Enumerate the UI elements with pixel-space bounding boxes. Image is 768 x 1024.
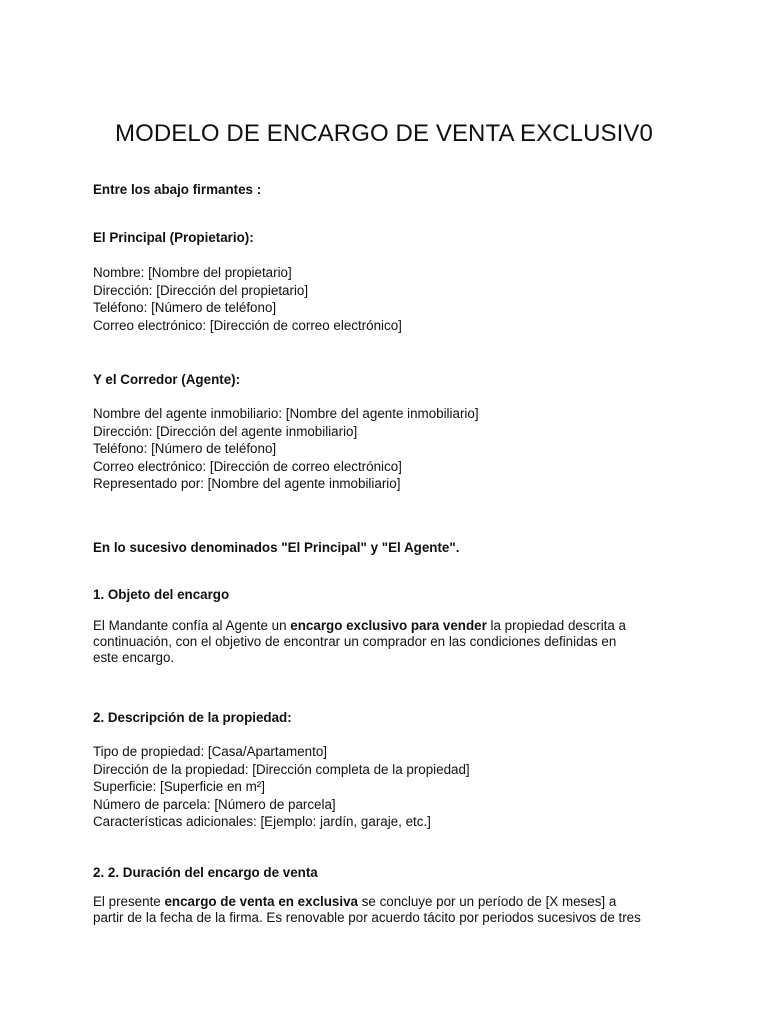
section3-line1-suffix: se concluye por un período de [X meses] a	[357, 894, 617, 909]
principal-heading: El Principal (Propietario):	[93, 230, 254, 245]
section1-line1-prefix: El Mandante confía al Agente un	[93, 618, 291, 633]
section3-line1	[93, 894, 641, 910]
section3-line1-prefix: El presente	[93, 894, 165, 909]
principal-name-line: Nombre: [Nombre del propietario]	[93, 265, 292, 280]
section1-line1-emphasis: encargo exclusivo para vender	[290, 618, 487, 633]
property-details	[93, 743, 683, 831]
section3-paragraph	[93, 894, 641, 926]
section3-line2: partir de la fecha de la firma. Es renovable por acuerdo tácito por periodos sucesivos de tres	[93, 910, 641, 925]
property-features-line: Características adicionales: [Ejemplo: jardín, garaje, etc.]	[93, 814, 431, 829]
section1-line3: este encargo.	[93, 650, 175, 665]
property-parcel-line: Número de parcela: [Número de parcela]	[93, 796, 336, 812]
principal-phone-line: Teléfono: [Número de teléfono]	[93, 300, 277, 315]
agent-email-line: Correo electrónico: [Dirección de correo electrónico]	[93, 458, 402, 474]
intro-text: Entre los abajo firmantes :	[93, 182, 262, 197]
property-type-line: Tipo de propiedad: [Casa/Apartamento]	[93, 744, 327, 759]
agent-heading: Y el Corredor (Agente):	[93, 372, 241, 387]
agent-address-line: Dirección: [Dirección del agente inmobiliario]	[93, 423, 358, 439]
section1-line1	[93, 618, 626, 634]
principal-address-line: Dirección: [Dirección del propietario]	[93, 282, 309, 298]
agent-name-line: Nombre del agente inmobiliario: [Nombre del agente inmobiliario]	[93, 406, 479, 421]
agent-representative-line: Representado por: [Nombre del agente inmobiliario]	[93, 476, 401, 491]
section3-heading: 2. 2. Duración del encargo de venta	[93, 865, 318, 880]
section3-line1-emphasis: encargo de venta en exclusiva	[164, 894, 358, 909]
section2-heading: 2. Descripción de la propiedad:	[93, 710, 292, 725]
section1-paragraph	[93, 618, 626, 666]
property-surface-line: Superficie: [Superficie en m²]	[93, 779, 265, 794]
agent-phone-line: Teléfono: [Número de teléfono]	[93, 441, 277, 456]
section1-heading: 1. Objeto del encargo	[93, 587, 230, 602]
agent-details	[93, 405, 683, 493]
property-address-line: Dirección de la propiedad: [Dirección completa de la propiedad]	[93, 761, 470, 777]
section1-line2: continuación, con el objetivo de encontrar un comprador en las condiciones definidas en	[93, 634, 617, 649]
section1-line1-suffix: la propiedad descrita a	[486, 618, 626, 633]
document-title: MODELO DE ENCARGO DE VENTA EXCLUSIV0	[115, 120, 653, 147]
principal-details	[93, 264, 683, 334]
denomination-text: En lo sucesivo denominados "El Principal" y "El Agente".	[93, 540, 460, 555]
principal-email-line: Correo electrónico: [Dirección de correo electrónico]	[93, 317, 402, 333]
